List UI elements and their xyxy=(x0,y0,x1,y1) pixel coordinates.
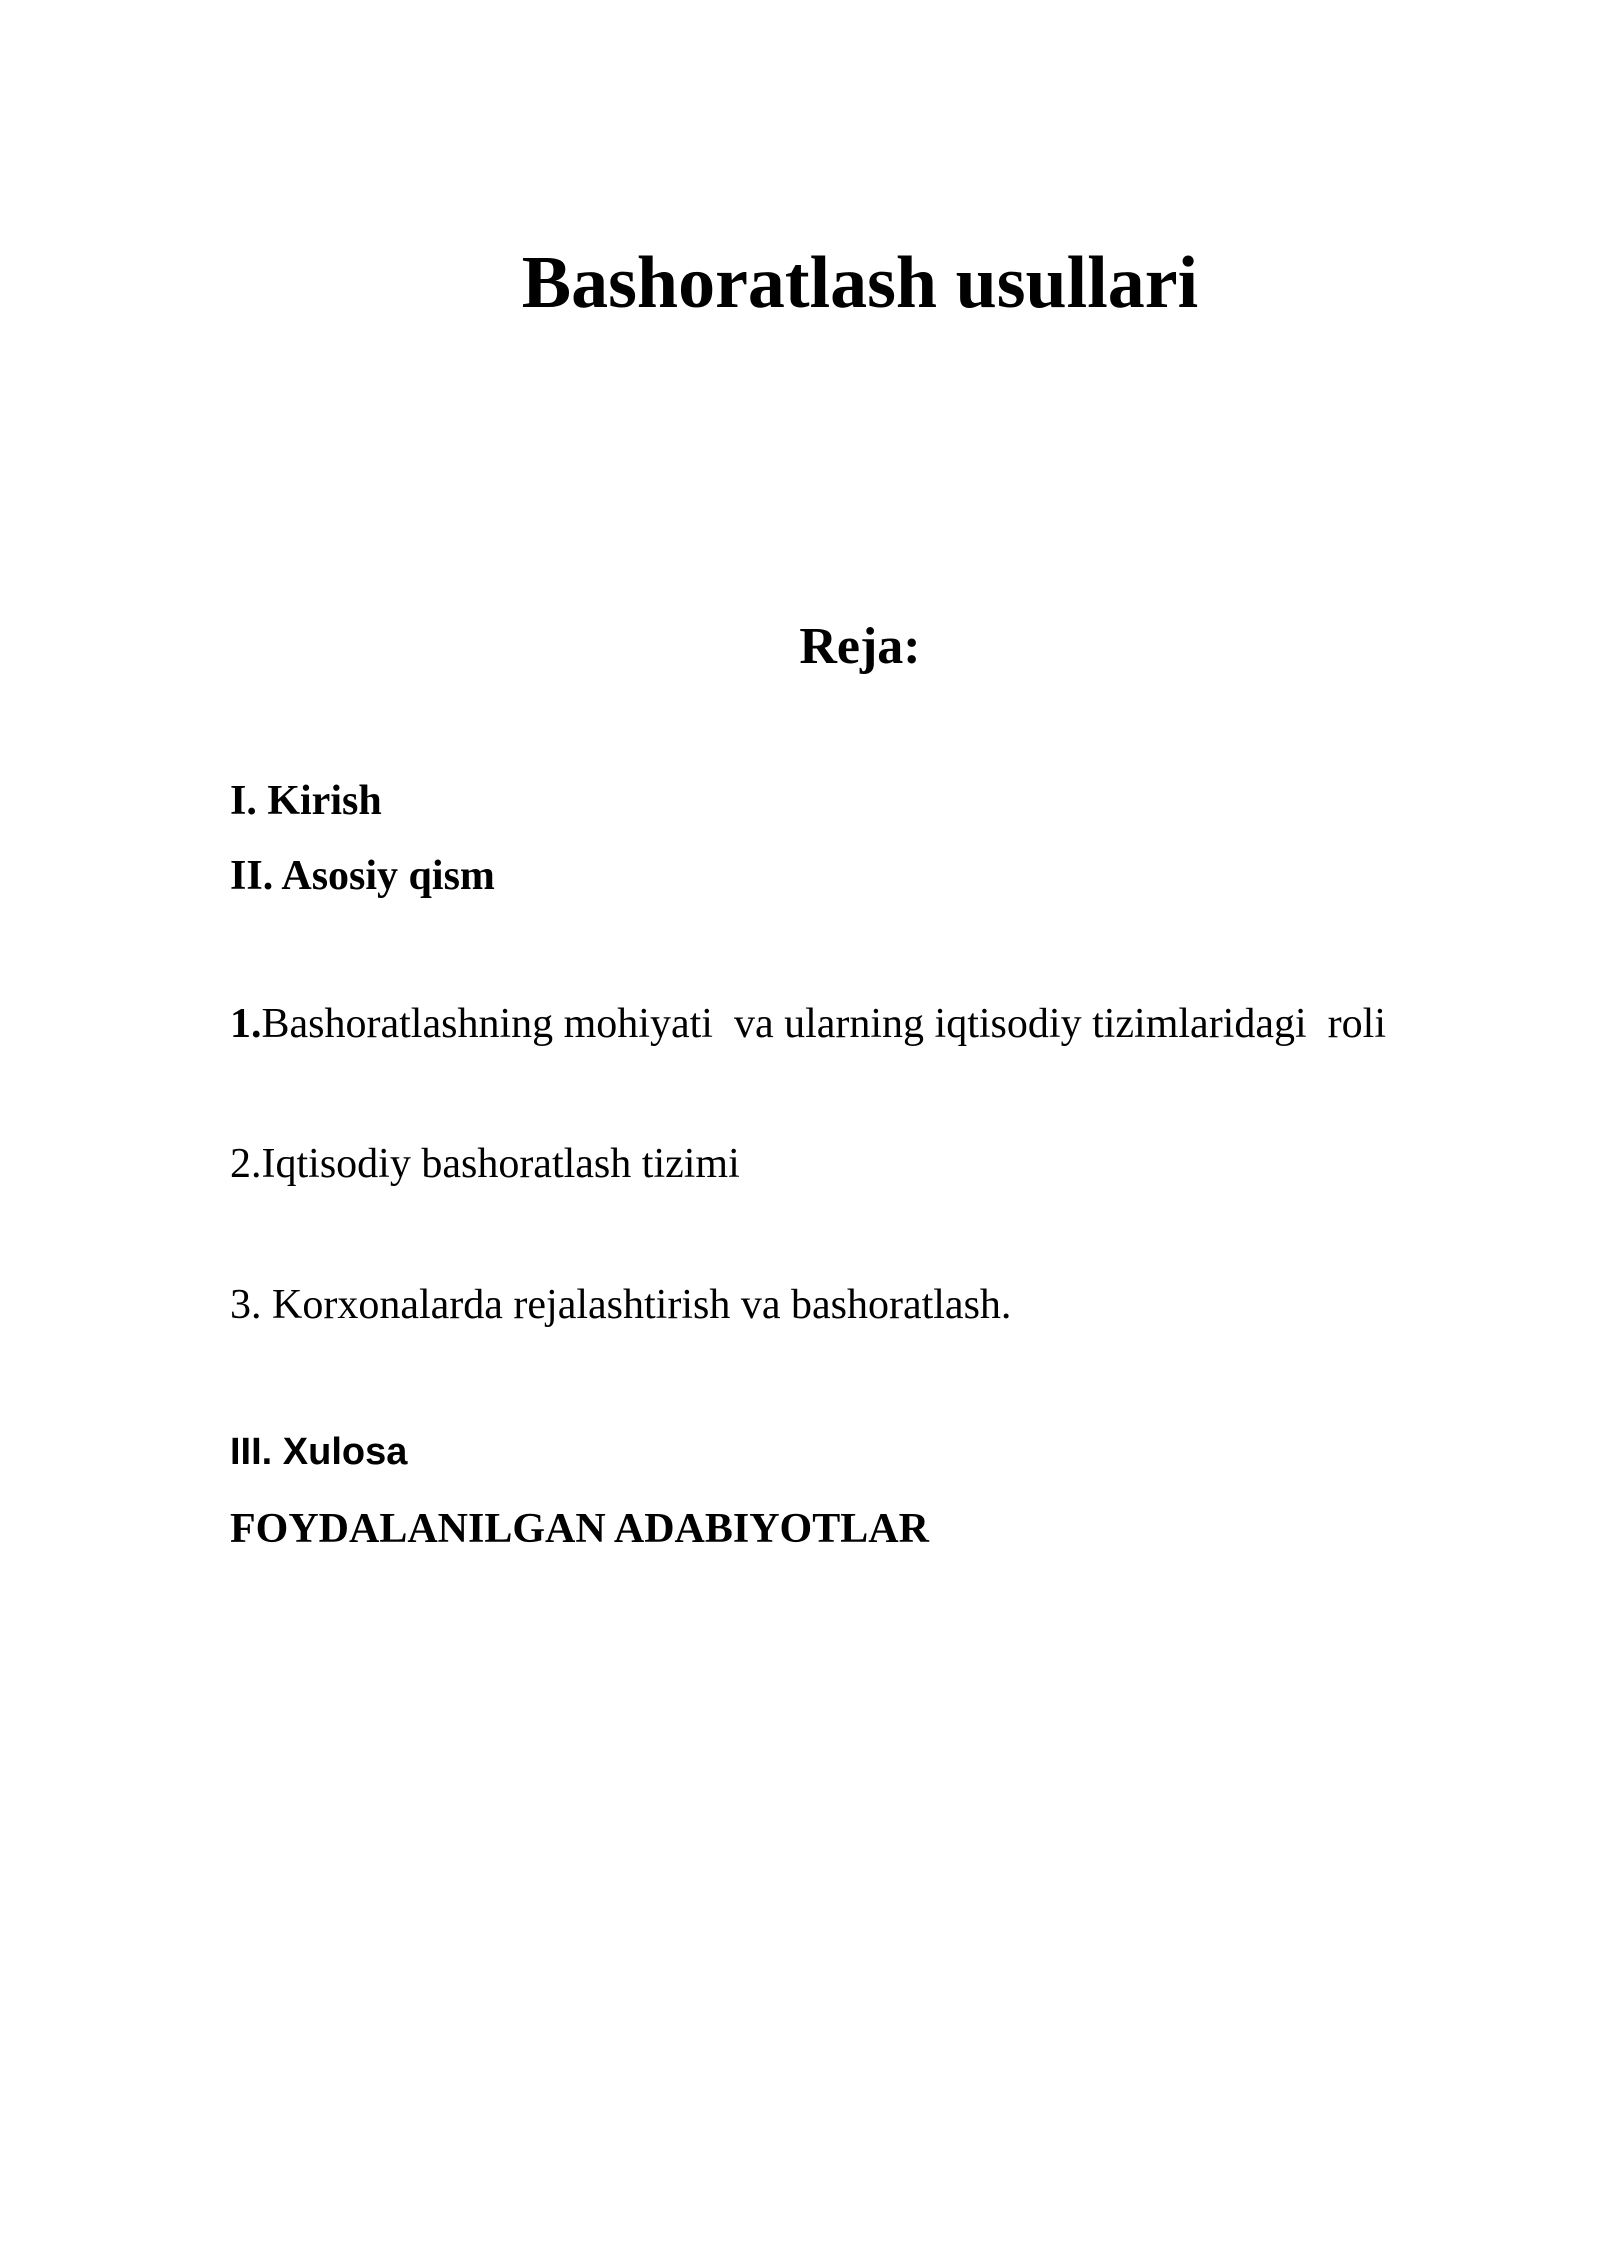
plan-item-references: FOYDALANILGAN ADABIYOTLAR xyxy=(230,1506,929,1552)
plan-subitem-2: 2.Iqtisodiy bashoratlash tizimi xyxy=(230,1141,740,1187)
plan-item-main-part: II. Asosiy qism xyxy=(230,853,495,899)
plan-subitem-3: 3. Korxonalarda rejalashtirish va bashoratlash. xyxy=(230,1282,1012,1328)
plan-item-intro: I. Kirish xyxy=(230,778,382,824)
document-title: Bashoratlash usullari xyxy=(521,242,1199,324)
plan-subitem-1-number: 1. xyxy=(230,1001,262,1047)
plan-heading: Reja: xyxy=(799,618,921,675)
plan-subitem-1 xyxy=(230,998,1386,1050)
plan-item-conclusion: III. Xulosa xyxy=(230,1431,408,1473)
plan-subitem-1-text: Bashoratlashning mohiyati va ularning iqtisodiy tizimlaridagi roli xyxy=(261,1001,1386,1047)
